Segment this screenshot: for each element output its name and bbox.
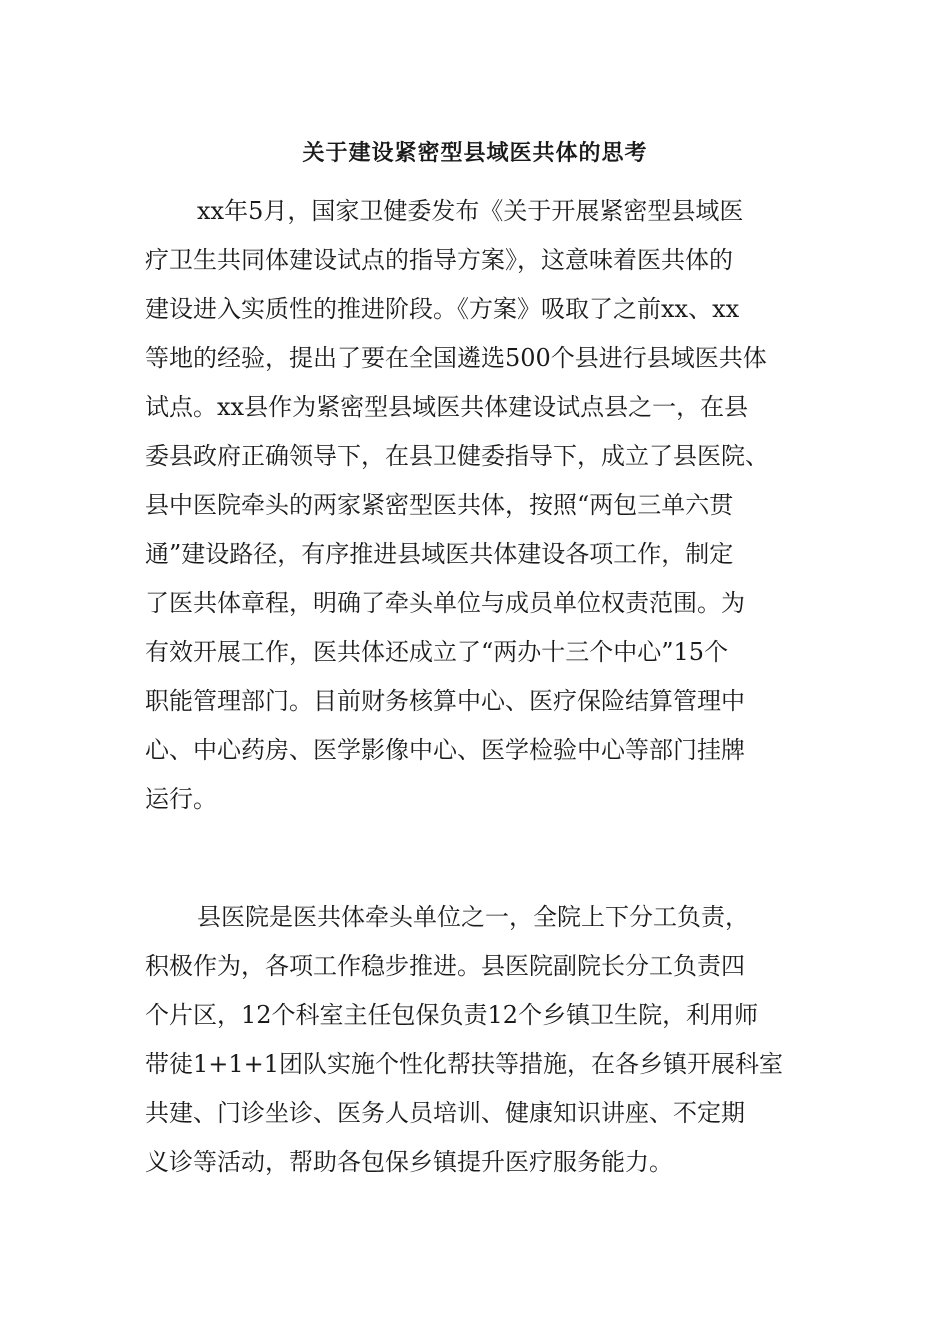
paragraph-line: 积极作为，各项工作稳步推进。县医院副院长分工负责四 [145, 952, 745, 980]
paragraph-line: 共建、门诊坐诊、医务人员培训、健康知识讲座、不定期 [145, 1099, 745, 1127]
paragraph-line: 运行。 [145, 785, 217, 813]
paragraph-line: 有效开展工作，医共体还成立了“两办十三个中心”15个 [145, 638, 729, 666]
paragraph-line: 疗卫生共同体建设试点的指导方案》，这意味着医共体的 [145, 246, 733, 274]
paragraph-line: 委县政府正确领导下，在县卫健委指导下，成立了县医院、 [145, 442, 769, 470]
paragraph-1 [145, 187, 825, 824]
paragraph-2 [145, 893, 825, 1187]
paragraph-line: 义诊等活动，帮助各包保乡镇提升医疗服务能力。 [145, 1148, 673, 1176]
paragraph-line: 职能管理部门。目前财务核算中心、医疗保险结算管理中 [145, 687, 745, 715]
paragraph-line: 等地的经验，提出了要在全国遴选500个县进行县域医共体 [145, 344, 767, 372]
paragraph-line: 了医共体章程，明确了牵头单位与成员单位权责范围。为 [145, 589, 745, 617]
paragraph-line: 带徒1+1+1团队实施个性化帮扶等措施，在各乡镇开展科室 [145, 1050, 784, 1078]
paragraph-line: 个片区，12个科室主任包保负责12个乡镇卫生院，利用师 [145, 1001, 759, 1029]
paragraph-line: 通”建设路径，有序推进县域医共体建设各项工作，制定 [145, 540, 734, 568]
paragraph-line: 心、中心药房、医学影像中心、医学检验中心等部门挂牌 [145, 736, 745, 764]
paragraph-line: xx年5月，国家卫健委发布《关于开展紧密型县域医 [197, 197, 744, 225]
paragraph-line: 建设进入实质性的推进阶段。《方案》吸取了之前xx、xx [145, 295, 740, 323]
document-title: 关于建设紧密型县域医共体的思考 [302, 140, 648, 166]
paragraph-line: 试点。xx县作为紧密型县域医共体建设试点县之一，在县 [145, 393, 749, 421]
paragraph-line: 县医院是医共体牵头单位之一，全院上下分工负责， [197, 903, 749, 931]
paragraph-line: 县中医院牵头的两家紧密型医共体，按照“两包三单六贯 [145, 491, 734, 519]
